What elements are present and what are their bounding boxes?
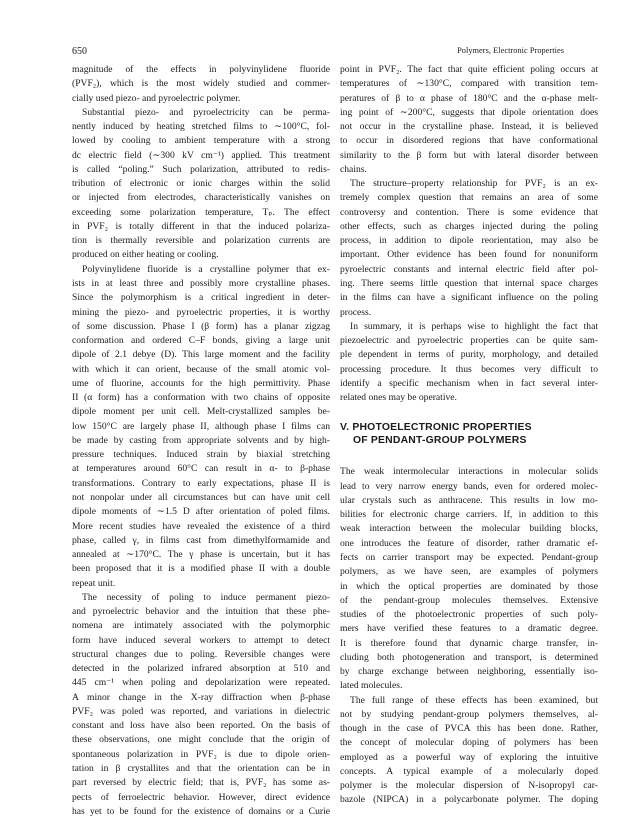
text-line: lead to very narrow energy bands, even for ordered molec-: [340, 480, 598, 492]
text-line: studies of the photoelectronic properties of such poly-: [340, 609, 598, 621]
text-line: weak interaction between the molecular building blocks,: [340, 523, 598, 535]
text-line: related ones may be operative.: [340, 392, 457, 404]
section-heading: [340, 421, 598, 447]
text-line: ing. There seems little question that internal space charges: [340, 277, 598, 289]
text-line: tribution of electronic or ionic charges within the solid: [72, 178, 330, 190]
text-line: peratures of β to α phase of 180°C and the α-phase melt-: [340, 92, 598, 104]
text-line: in the films can have a significant influence on the poling: [340, 292, 598, 304]
text-line: pyroelectric constants and internal electric field after pol-: [340, 263, 598, 275]
text-line: tremely complex question that remains an area of some: [340, 192, 598, 204]
text-line: The weak intermolecular interactions in molecular solids: [340, 466, 598, 478]
text-line: with which it can orient, because of the small atomic vol-: [72, 363, 330, 375]
text-line: spontaneous polarization in PVF₂ is due to dipole orien-: [72, 748, 330, 760]
text-line: cluding both photogeneration and transport, is determined: [340, 651, 598, 663]
text-line: other effects, such as charges injected during the poling: [340, 220, 598, 232]
text-line: temperatures of ∼130°C, compared with transition tem-: [340, 78, 598, 90]
text-line: ume of fluorine, accounts for the high permittivity. Phase: [72, 377, 330, 389]
text-line: detected in the polarized infrared absorption at 510 and: [72, 663, 330, 675]
text-line: The structure–property relationship for PVF₂ is an ex-: [350, 178, 598, 190]
text-line: constant and loss have also been reported. On the basis of: [72, 720, 330, 732]
text-line: of some discussion. Phase I (β form) has a planar zigzag: [72, 320, 330, 332]
text-line: piezoelectric and pyroelectric properties can be quite sam-: [340, 335, 598, 347]
text-line: mining the piezo- and pyroelectric properties, it is worthy: [72, 306, 330, 318]
text-line: processing procedure. It thus becomes very difficult to: [340, 363, 598, 375]
text-line: phase, called γ, in films cast from dimethylformamide and: [72, 534, 330, 546]
text-line: process, in addition to dipole reorientation, may also be: [340, 235, 598, 247]
text-line: controversy and contention. There is some evidence that: [340, 206, 598, 218]
text-line: conformation and ordered C–F bonds, giving a large unit: [72, 335, 330, 347]
section-heading-line-1: V. PHOTOELECTRONIC PROPERTIES: [340, 422, 532, 434]
text-line: or injected from electrodes, characteristically vanishes on: [72, 192, 330, 204]
text-line: not nonpolar under all circumstances but can have unit cell: [72, 491, 330, 503]
text-line: one introduces the feature of disorder, rather dramatic ef-: [340, 537, 598, 549]
text-line: nomena are intimately associated with the polymorphic: [72, 620, 330, 632]
text-line: identify a specific mechanism when in fact several inter-: [340, 377, 598, 389]
text-line: dipole moments of ∼1.5 D after orientation of poled films.: [72, 506, 330, 518]
text-line: form have induced several workers to attempt to detect: [72, 634, 330, 646]
text-line: though in the case of PVCA this has been done. Rather,: [340, 723, 598, 735]
text-line: of the pendant-group molecules themselves. Extensive: [340, 594, 598, 606]
text-line: process.: [340, 306, 372, 318]
text-line: the concept of molecular doping of polymers has been: [340, 737, 598, 749]
text-line: mers have verified these features to a dramatic degree.: [340, 623, 598, 635]
text-line: Since the polymorphism is a critical ingredient in deter-: [72, 292, 330, 304]
text-line: point in PVF₂. The fact that quite efficient poling occurs at: [340, 64, 598, 75]
text-line: dipole of 2.1 debye (D). This large moment and the facility: [72, 349, 330, 361]
text-line: (PVF₂), which is the most widely studied and commer-: [72, 78, 330, 90]
text-line: II (α form) has a conformation with two chains of opposite: [72, 392, 330, 404]
text-line: cially used piezo- and pyroelectric polymer.: [72, 92, 241, 104]
text-line: 445 cm⁻¹ when poling and depolarization were repeated.: [72, 677, 330, 689]
text-line: concepts. A typical example of a molecularly doped: [340, 765, 598, 777]
text-line: magnitude of the effects in polyvinylidene fluoride: [72, 64, 330, 75]
text-line: ing point of ∼200°C, suggests that dipole orientation does: [340, 106, 598, 118]
text-line: The necessity of poling to induce permanent piezo-: [82, 591, 330, 603]
text-line: ular crystals such as anthracene. This results in low mo-: [340, 494, 598, 506]
text-line: produced on either heating or cooling.: [72, 249, 219, 261]
text-line: Polyvinylidene fluoride is a crystalline polymer that ex-: [82, 263, 330, 275]
right-column: [340, 63, 598, 808]
text-line: transformations. Contrary to early expectations, phase II is: [72, 477, 330, 489]
text-line: bazole (NIPCA) in a polycarbonate polymer. The doping: [340, 794, 598, 806]
text-line: The full range of these effects has been examined, but: [350, 694, 598, 706]
text-line: not occur in the crystalline phase. Instead, it is believed: [340, 121, 598, 133]
text-line: tion is thermally reversible and polarization currents are: [72, 235, 330, 247]
text-line: similarity to the β form but with lateral disorder between: [340, 149, 598, 161]
text-line: low 150°C are largely phase II, although phase I films can: [72, 420, 330, 432]
text-line: pects of ferroelectric behavior. However, direct evidence: [72, 791, 330, 803]
text-line: nently induced by heating stretched films to ∼100°C, fol-: [72, 121, 330, 133]
text-line: exceeding some polarization temperature, Tₚ. The effect: [72, 206, 330, 218]
text-line: tation in β crystallites and that the orientation can be in: [72, 763, 330, 775]
text-line: lowed by cooling to ambient temperature with a strong: [72, 135, 330, 147]
text-line: employed as a powerful way of exploring the intuitive: [340, 751, 598, 763]
running-title: Polymers, Electronic Properties: [457, 46, 564, 55]
text-line: ple dependent in terms of purity, morphology, and detailed: [340, 349, 598, 361]
text-line: these observations, one might conclude that the origin of: [72, 734, 330, 746]
text-line: polymers, as we have seen, are examples of polymers: [340, 566, 598, 578]
text-line: be made by casting from appropriate solvents and by high-: [72, 434, 330, 446]
text-line: polymer is the molecular dispersion of N-isopropyl car-: [340, 780, 598, 792]
text-line: ists in at least three and possibly more crystalline phases.: [72, 277, 330, 289]
section-heading-line-2: OF PENDANT-GROUP POLYMERS: [353, 435, 527, 447]
text-line: been proposed that it is a modified phase II with a double: [72, 563, 330, 575]
text-line: PVF₂ was poled was reported, and variations in dielectric: [72, 705, 330, 717]
page-number: 650: [72, 46, 87, 57]
text-line: in PVF₂ is totally different in that the induced polariza-: [72, 220, 330, 232]
right-column-top-text: [340, 63, 598, 405]
text-line: More recent studies have revealed the existence of a third: [72, 520, 330, 532]
text-line: chains.: [340, 163, 367, 175]
text-line: has yet to be found for the existence of domains or a Curie: [72, 805, 330, 817]
text-line: by charge exchange between neighboring, essentially iso-: [340, 666, 598, 678]
text-line: important. Other evidence has been found for nonuniform: [340, 249, 598, 261]
right-column-bottom-text: [340, 465, 598, 807]
text-line: is called “poling.” Such polarization, attributed to redis-: [72, 163, 330, 175]
text-line: not by studying pendant-group polymers themselves, al-: [340, 708, 598, 720]
text-line: at temperatures around 60°C can result in α- to β-phase: [72, 463, 330, 475]
text-line: Substantial piezo- and pyroelectricity can be perma-: [82, 106, 330, 118]
text-line: dipole moment per unit cell. Melt-crystallized samples be-: [72, 406, 330, 418]
text-line: A minor change in the X-ray diffraction when β-phase: [72, 691, 330, 703]
text-line: pressure techniques. Induced strain by biaxial stretching: [72, 449, 330, 461]
text-line: annealed at ∼170°C. The γ phase is uncertain, but it has: [72, 549, 330, 561]
text-line: bilities for electronic charge carriers. If, in addition to this: [340, 509, 598, 521]
text-line: dc electric field (∼300 kV cm⁻¹) applied. This treatment: [72, 149, 330, 161]
text-line: and pyroelectric behavior and the intuition that these phe-: [72, 606, 330, 618]
text-line: structural changes due to poling. Reversible changes were: [72, 648, 330, 660]
text-line: to occur in disordered regions that have conformational: [340, 135, 598, 147]
text-line: It is therefore found that dynamic charge transfer, in-: [340, 637, 598, 649]
text-line: fects on carrier transport may be expected. Pendant-group: [340, 551, 598, 563]
text-line: part reversed by electric field; that is, PVF₂ has some as-: [72, 777, 330, 789]
left-column: [72, 63, 330, 819]
text-line: lated molecules.: [340, 680, 403, 692]
text-line: repeat unit.: [72, 577, 116, 589]
text-line: in which the optical properties are dominated by those: [340, 580, 598, 592]
text-line: In summary, it is perhaps wise to highlight the fact that: [350, 320, 598, 332]
